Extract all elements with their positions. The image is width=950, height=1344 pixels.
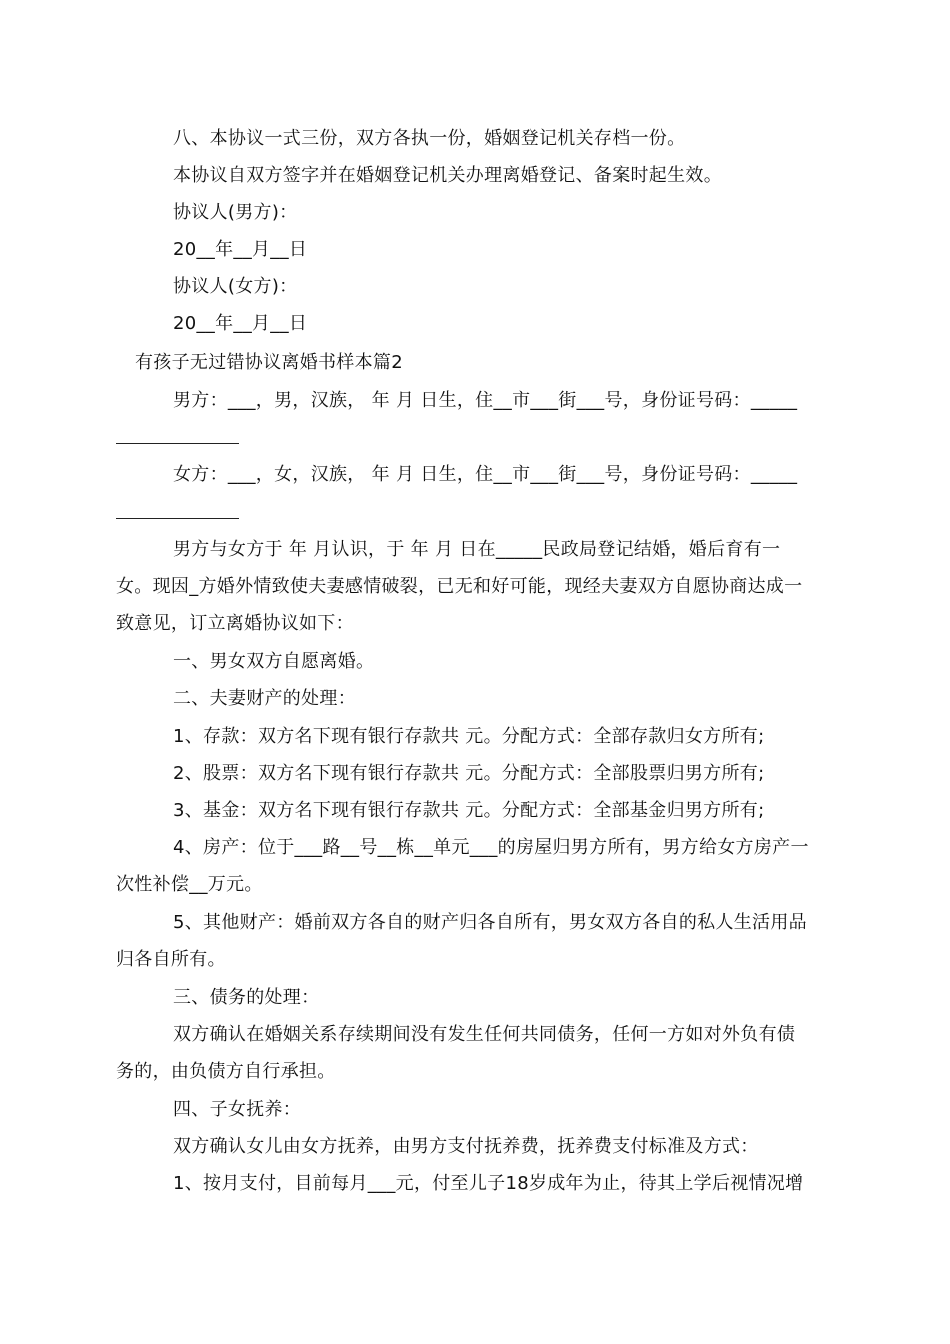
debt-clause-1: 双方确认在婚姻关系存续期间没有发生任何共同债务，任何一方如对外负有债 xyxy=(173,1024,796,1045)
other-property-2: 归各自所有。 xyxy=(116,949,226,970)
paragraph-intro-1: 男方与女方于 年 月认识，于 年 月 日在_____民政局登记结婚，婚后育有一 xyxy=(173,539,781,560)
other-property-1: 5、其他财产：婚前双方各自的财产归各自所有，男女双方各自的私人生活用品 xyxy=(173,912,807,933)
paragraph-intro-3: 致意见，订立离婚协议如下： xyxy=(116,613,354,634)
fund-item: 3、基金：双方名下现有银行存款共 元。分配方式：全部基金归男方所有; xyxy=(173,800,765,821)
date-female: 20__年__月__日 xyxy=(173,313,308,334)
section-title: 有孩子无过错协议离婚书样本篇2 xyxy=(135,352,403,373)
debt-clause-2: 务的，由负债方自行承担。 xyxy=(116,1061,336,1082)
date-male: 20__年__月__日 xyxy=(173,239,308,260)
property-item-2: 次性补偿__万元。 xyxy=(116,874,263,895)
stock-item: 2、股票：双方名下现有银行存款共 元。分配方式：全部股票归男方所有; xyxy=(173,763,765,784)
custody-clause: 双方确认女儿由女方抚养，由男方支付抚养费，抚养费支付标准及方式： xyxy=(173,1136,759,1157)
clause-eight: 八、本协议一式三份，双方各执一份，婚姻登记机关存档一份。 xyxy=(173,128,686,149)
signatory-male: 协议人(男方)： xyxy=(173,202,298,223)
effective-clause: 本协议自双方签字并在婚姻登记机关办理离婚登记、备案时起生效。 xyxy=(173,165,722,186)
id-underline-female xyxy=(116,518,239,519)
signatory-female: 协议人(女方)： xyxy=(173,276,298,297)
article-one: 一、男女双方自愿离婚。 xyxy=(173,651,375,672)
monthly-payment-clause: 1、按月支付，目前每月___元，付至儿子18岁成年为止，待其上学后视情况增 xyxy=(173,1173,804,1194)
article-four-heading: 四、子女抚养： xyxy=(173,1099,302,1120)
property-item-1: 4、房产：位于___路__号__栋__单元___的房屋归男方所有，男方给女方房产一 xyxy=(173,837,809,858)
article-two-heading: 二、夫妻财产的处理： xyxy=(173,688,356,709)
paragraph-intro-2: 女。现因_方婚外情致使夫妻感情破裂，已无和好可能，现经夫妻双方自愿协商达成一 xyxy=(116,576,803,597)
male-party-info: 男方：___，男，汉族， 年 月 日生，住__市___街___号，身份证号码：_____ xyxy=(173,390,798,411)
article-three-heading: 三、债务的处理： xyxy=(173,987,320,1008)
deposit-item: 1、存款：双方名下现有银行存款共 元。分配方式：全部存款归女方所有; xyxy=(173,726,765,747)
id-underline-male xyxy=(116,443,239,444)
female-party-info: 女方：___，女，汉族， 年 月 日生，住__市___街___号，身份证号码：_____ xyxy=(173,464,798,485)
